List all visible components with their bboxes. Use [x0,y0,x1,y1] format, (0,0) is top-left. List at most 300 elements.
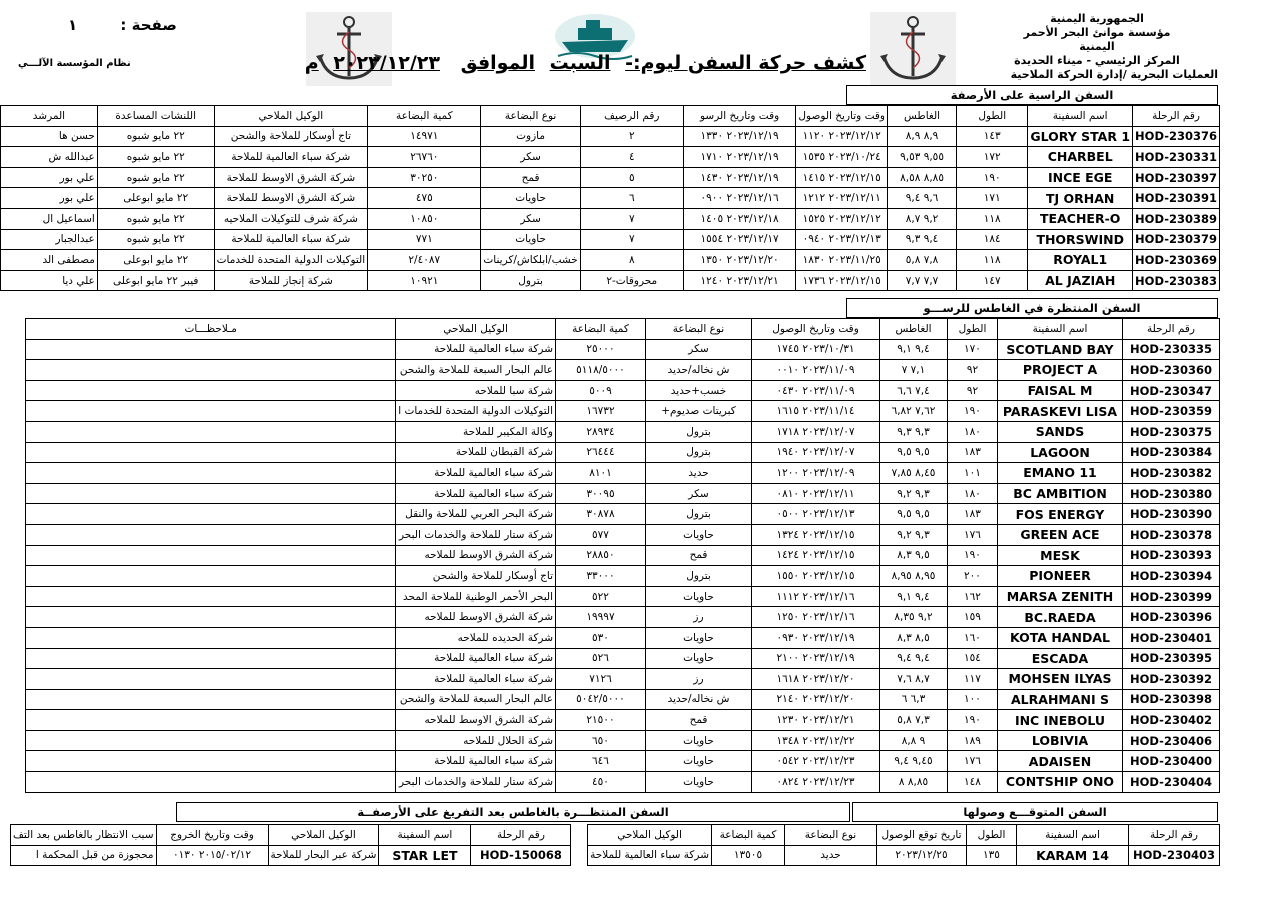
cell-length: ١٤٣ [957,126,1028,147]
cell-berthing: ٢٠٢٣/١٢/١٨ ١٤٠٥ [683,208,796,229]
cell-length: ١٦٠ [948,627,998,648]
col-header: مـلاحظـــات [26,319,396,340]
cell-agent: شركة سباء العالمية للملاحة [396,483,556,504]
col-header: نوع البضاعة [481,106,580,127]
cell-draft: ٩,٤ ٩,٣ [887,229,956,250]
page-label: صفحة : [120,16,177,34]
cell-arrival: ٢٠٢٣/١١/٠٩ ٠٤٣٠ [752,380,880,401]
cell-arrival: ٢٠٢٣/١٢/٢٣ ٠٨٢٤ [752,772,880,793]
org-line-1: الجمهورية اليمنية [1050,12,1144,25]
cell-cargo: حاويات [646,730,752,751]
cell-trip: HOD-230384 [1123,442,1220,463]
cell-berth: ٧ [580,229,683,250]
cell-notes [26,586,396,607]
cell-qty: ٢٨٨٥٠ [556,545,646,566]
cell-agent: شركة القبطان للملاحة [396,442,556,463]
col-header: رقم الرحلة [1123,319,1220,340]
table-row [26,545,1220,566]
cell-tugs: ٢٢ مايو شبوه [97,167,214,188]
cell-length: ١٤٨ [948,772,998,793]
cell-arrival: ٢٠٢٣/١٢/١٥ ١٤١٥ [796,167,888,188]
cell-trip: HOD-230376 [1133,126,1220,147]
cell-length: ١١٨ [957,250,1028,271]
table-row [26,442,1220,463]
cell-berth: ٨ [580,250,683,271]
cell-trip: HOD-230399 [1123,586,1220,607]
cell-ship: GLORY STAR 1 [1028,126,1133,147]
table-row [1,270,1220,291]
cell-ship: TEACHER-O [1028,208,1133,229]
cell-length: ١٨٩ [948,730,998,751]
cell-ship: MARSA ZENITH [998,586,1123,607]
cell-arrival: ٢٠٢٣/١٢/٢٣ ٠٥٤٢ [752,751,880,772]
cell-qty: ٦٤٦ [556,751,646,772]
cell-ship: INCE EGE [1028,167,1133,188]
cell-agent: شركة سباء العالمية للملاحة [214,229,368,250]
col-header: نوع البضاعة [646,319,752,340]
expected-header-row [588,825,1220,846]
cell-trip: HOD-230401 [1123,627,1220,648]
cell-arrival: ٢٠٢٣/١٢/٠٩ ١٢٠٠ [752,463,880,484]
cell-length: ١٨٠ [948,483,998,504]
cell-ship: TJ ORHAN [1028,188,1133,209]
col-header: وقت وتاريخ الوصول [752,319,880,340]
cell-agent: شركة شرف للتوكيلات الملاحيه [214,208,368,229]
unloading-table [10,824,571,866]
cell-pilot: علي بور [1,167,98,188]
page-indicator [68,16,177,34]
berthed-section-title: السفن الراسية على الأرصفة [846,85,1218,105]
cell-berth: ٢ [580,126,683,147]
cell-trip: HOD-230375 [1123,421,1220,442]
cell-notes [26,607,396,628]
cell-pilot: عبدالله ش [1,147,98,168]
cell-agent: عالم البحار السبعة للملاحة والشحن [396,360,556,381]
cell-reason: محجوزة من قبل المحكمة ا [11,845,157,866]
cell-trip: HOD-230392 [1123,669,1220,690]
cell-trip: HOD-230400 [1123,751,1220,772]
cell-cargo: بترول [646,566,752,587]
cell-notes [26,751,396,772]
title-prefix: كشف حركة السفن ليوم:- [625,52,866,74]
cell-agent: عالم البحار السبعة للملاحة والشحن [396,689,556,710]
cell-cargo: حاويات [646,751,752,772]
cell-berthing: ٢٠٢٣/١٢/١٩ ١٧١٠ [683,147,796,168]
cell-qty: ٧٧١ [368,229,481,250]
cell-tugs: ٢٢ مايو شبوه [97,147,214,168]
cell-qty: ٨١٠١ [556,463,646,484]
cell-agent: تاج أوسكار للملاحة والشحن [214,126,368,147]
table-row [1,229,1220,250]
cell-arrival: ٢٠٢٣/١٢/٢٢ ١٣٤٨ [752,730,880,751]
cell-berth: ٥ [580,167,683,188]
title-equiv: الموافق [460,52,535,74]
cell-length: ١٨٣ [948,504,998,525]
cell-notes [26,648,396,669]
cell-draft: ٨,٨٥ ٨ [880,772,948,793]
table-row [26,710,1220,731]
report-title [304,52,866,74]
cell-agent: شركة الشرق الاوسط للملاحه [396,545,556,566]
cell-draft: ٩,٤٥ ٩,٤ [880,751,948,772]
cell-length: ١٠١ [948,463,998,484]
cell-qty: ٢٦٤٤٤ [556,442,646,463]
cell-draft: ٩,٦ ٩,٤ [887,188,956,209]
cell-arrival: ٢٠٢٣/١٢/٠٧ ١٩٤٠ [752,442,880,463]
cell-trip: HOD-230398 [1123,689,1220,710]
cell-qty: ٣٠٢٥٠ [368,167,481,188]
system-label: نظام المؤسسة الآلـــي [18,58,131,69]
cell-qty: ٢٦٧٦٠ [368,147,481,168]
table-row [26,751,1220,772]
col-header: الطول [957,106,1028,127]
cell-length: ١٨٠ [948,421,998,442]
cell-cargo: حاويات [481,229,580,250]
cell-length: ١٧٦ [948,524,998,545]
col-header: اللنشات المساعدة [97,106,214,127]
cell-notes [26,710,396,731]
cell-agent: شركة الشرق الاوسط للملاحه [396,607,556,628]
cell-draft: ٧,٣ ٥,٨ [880,710,948,731]
table-row [26,360,1220,381]
cell-berth: ٦ [580,188,683,209]
col-header: الطول [948,319,998,340]
cell-cargo: حاويات [646,586,752,607]
title-suffix: م [304,52,319,74]
col-header: كمية البضاعة [556,319,646,340]
title-date: ٢٠٢٣/١٢/٢٣ [333,52,440,74]
col-header: كمية البضاعة [712,825,785,846]
cell-ship: ALRAHMANI S [998,689,1123,710]
cell-qty: ١٣٥٠٥ [712,845,785,866]
cell-draft: ٩,٣ ٩,٣ [880,421,948,442]
cell-trip: HOD-230394 [1123,566,1220,587]
cell-trip: HOD-230404 [1123,772,1220,793]
cell-tugs: ٢٢ مايو شبوه [97,126,214,147]
cell-berthing: ٢٠٢٣/١٢/٢٠ ١٣٥٠ [683,250,796,271]
table-row [26,730,1220,751]
cell-arrival: ٢٠٢٣/١٢/١٥ ١٣٢٤ [752,524,880,545]
cell-arrival: ٢٠٢٣/١٢/١٢ ١١٢٠ [796,126,888,147]
cell-notes [26,545,396,566]
cell-length: ٩٢ [948,360,998,381]
cell-ship: PARASKEVI LISA [998,401,1123,422]
cell-cargo: حاويات [481,188,580,209]
cell-qty: ٥٣٠ [556,627,646,648]
expected-table [587,824,1220,866]
cell-length: ١٩٠ [948,401,998,422]
cell-notes [26,442,396,463]
cell-agent: شركة الحديده للملاحه [396,627,556,648]
cell-cargo: حاويات [646,648,752,669]
col-header: الغاطس [880,319,948,340]
cell-agent: شركة سباء العالمية للملاحة [396,751,556,772]
cell-trip: HOD-230397 [1133,167,1220,188]
cell-draft: ٩,٤ ٩,١ [880,339,948,360]
col-header: الوكيل الملاحي [268,825,379,846]
cell-agent: شركة ستار للملاحة والخدمات البحر [396,772,556,793]
cell-draft: ٨,٧ ٧,٦ [880,669,948,690]
cell-ship: PIONEER [998,566,1123,587]
table-row [26,689,1220,710]
table-row [26,483,1220,504]
cell-arrival: ٢٠٢٣/١٢/١٥ ١٥٥٠ [752,566,880,587]
cell-berth: ٤ [580,147,683,168]
cell-arrival: ٢٠٢٣/١٢/١٩ ٠٩٣٠ [752,627,880,648]
cell-draft: ٨,٩٥ ٨,٩٥ [880,566,948,587]
cell-qty: ٣٠٠٩٥ [556,483,646,504]
cell-agent: شركة الشرق الاوسط للملاحه [396,710,556,731]
col-header: سبب الانتظار بالغاطس بعد التف [11,825,157,846]
cell-ship: INC INEBOLU [998,710,1123,731]
col-header: اسم السفينة [998,319,1123,340]
cell-arrival: ٢٠٢٣/١١/١٤ ١٦١٥ [752,401,880,422]
cell-trip: HOD-230391 [1133,188,1220,209]
cell-arrival: ٢٠٢٣/١٢/١٦ ١١١٢ [752,586,880,607]
page-number: ١ [68,16,78,34]
cell-length: ١٠٠ [948,689,998,710]
title-day: السبت [549,52,611,74]
cell-length: ١٦٢ [948,586,998,607]
col-header: الوكيل الملاحي [214,106,368,127]
cell-arrival: ٢٠٢٣/١١/٠٩ ٠٠١٠ [752,360,880,381]
cell-arrival: ٢٠٢٣/١٢/١٣ ٠٥٠٠ [752,504,880,525]
cell-trip: HOD-230403 [1129,845,1220,866]
cell-qty: ٥٧٧ [556,524,646,545]
cell-qty: ٢٥٠٠٠ [556,339,646,360]
unloading-header-row [11,825,571,846]
cell-agent: تاج أوسكار للملاحة والشحن [396,566,556,587]
cell-trip: HOD-230359 [1123,401,1220,422]
cell-agent: شركة الشرق الاوسط للملاحة [214,167,368,188]
cell-length: ١٧١ [957,188,1028,209]
cell-ship: MESK [998,545,1123,566]
cell-arrival: ٢٠٢٣/١٢/١٥ ١٤٢٤ [752,545,880,566]
cell-agent: التوكيلات الدولية المتحدة للخدمات ا [396,401,556,422]
cell-pilot: عبدالجبار [1,229,98,250]
anchor-logo-left [306,12,392,86]
cell-arrival: ٢٠٢٣/١٢/٢١ ١٢٣٠ [752,710,880,731]
cell-pilot: علي بور [1,188,98,209]
cell-trip: HOD-230396 [1123,607,1220,628]
cell-agent: شركة البحر العربي للملاحة والنقل [396,504,556,525]
cell-agent: شركة إنجاز للملاحة [214,270,368,291]
cell-draft: ٨,٨٥ ٨,٥٨ [887,167,956,188]
table-row [26,566,1220,587]
cell-arrival: ٢٠٢٣/١٢/٢٠ ١٦١٨ [752,669,880,690]
cell-length: ١٧٢ [957,147,1028,168]
cell-qty: ٥٠٠٩ [556,380,646,401]
org-line-2: مؤسسة موانئ البحر الأحمر اليمنية [1023,26,1171,53]
cell-qty: ١٩٩٩٧ [556,607,646,628]
cell-qty: ٢/٤٠٨٧ [368,250,481,271]
cell-cargo: خسب+حديد [646,380,752,401]
cell-draft: ٧,١ ٧ [880,360,948,381]
cell-notes [26,566,396,587]
cell-cargo: خشب/ابلكاش/كرينات [481,250,580,271]
cell-cargo: حاويات [646,772,752,793]
waiting-table [25,318,1220,793]
cell-cargo: حاويات [646,524,752,545]
col-header: رقم الرحلة [471,825,571,846]
cell-trip: HOD-230380 [1123,483,1220,504]
col-header: الغاطس [887,106,956,127]
cell-draft: ٩,٥ ٨,٣ [880,545,948,566]
cell-draft: ٦,٣ ٦ [880,689,948,710]
cell-ship: ESCADA [998,648,1123,669]
cell-berthing: ٢٠٢٣/١٢/٢١ ١٢٤٠ [683,270,796,291]
cell-trip: HOD-230379 [1133,229,1220,250]
cell-cargo: سكر [481,208,580,229]
cell-length: ١٩٠ [957,167,1028,188]
cell-ship: FAISAL M [998,380,1123,401]
cell-length: ١٩٠ [948,545,998,566]
cell-notes [26,627,396,648]
cell-arrival: ٢٠٢٣/١٢/١٣ ٠٩٤٠ [796,229,888,250]
col-header: وقت وتاريخ الوصول [796,106,888,127]
cell-length: ١٥٩ [948,607,998,628]
cell-draft: ٨,٤٥ ٧,٨٥ [880,463,948,484]
cell-agent: شركة سباء العالمية للملاحة [588,845,712,866]
cell-ship: ADAISEN [998,751,1123,772]
berthed-table [0,105,1220,291]
org-line-4: العمليات البحرية /إدارة الحركة الملاحية [1010,68,1218,81]
cell-length: ١٨٣ [948,442,998,463]
cell-cargo: بترول [646,421,752,442]
cell-trip: HOD-150068 [471,845,571,866]
cell-agent: شركة سباء العالمية للملاحة [396,463,556,484]
cell-trip: HOD-230390 [1123,504,1220,525]
cell-ship: BC.RAEDA [998,607,1123,628]
table-row [26,504,1220,525]
anchor-logo-right [870,12,956,86]
cell-ship: THORSWIND [1028,229,1133,250]
cell-cargo: بترول [481,270,580,291]
table-row [26,627,1220,648]
cell-ship: CONTSHIP ONO [998,772,1123,793]
cell-agent: وكالة المكيبر للملاحة [396,421,556,442]
cell-draft: ٩,٣ ٩,٢ [880,524,948,545]
cell-draft: ٩,٤ ٩,١ [880,586,948,607]
cell-ship: MOHSEN ILYAS [998,669,1123,690]
cell-agent: البحر الأحمر الوطنية للملاحة المحد [396,586,556,607]
cell-agent: شركة سباء العالمية للملاحة [396,339,556,360]
cell-cargo: قمح [646,545,752,566]
cell-ship: FOS ENERGY [998,504,1123,525]
cell-ship: KARAM 14 [1017,845,1129,866]
cell-arrival: ٢٠٢٣/١٢/١٥ ١٧٣٦ [796,270,888,291]
cell-cargo: قمح [481,167,580,188]
table-row [26,772,1220,793]
cell-pilot: علي ديا [1,270,98,291]
cell-qty: ٣٠٨٧٨ [556,504,646,525]
org-header [1010,12,1218,81]
table-row [1,250,1220,271]
cell-notes [26,339,396,360]
cell-agent: شركة الحلال للملاحه [396,730,556,751]
cell-agent: شركة سباء العالمية للملاحة [396,669,556,690]
table-row [1,126,1220,147]
table-row [26,401,1220,422]
cell-trip: HOD-230369 [1133,250,1220,271]
col-header: الطول [967,825,1017,846]
table-row [1,147,1220,168]
cell-qty: ٢٨٩٣٤ [556,421,646,442]
table-row [26,524,1220,545]
col-header: رقم الرحلة [1129,825,1220,846]
cell-draft: ٩,٣ ٩,٢ [880,483,948,504]
table-row [1,208,1220,229]
cell-berthing: ٢٠٢٣/١٢/١٩ ١٣٣٠ [683,126,796,147]
cell-trip: HOD-230389 [1133,208,1220,229]
cell-length: ١١٨ [957,208,1028,229]
waiting-header-row [26,319,1220,340]
cell-berthing: ٢٠٢٣/١٢/١٦ ٠٩٠٠ [683,188,796,209]
cell-trip: HOD-230378 [1123,524,1220,545]
cell-cargo: سكر [646,339,752,360]
cell-arrival: ٢٠٢٣/١١/٢٥ ١٨٣٠ [796,250,888,271]
table-row [26,586,1220,607]
cell-pilot: مصطفى الد [1,250,98,271]
cell-pilot: حسن ها [1,126,98,147]
cell-draft: ٩,٢ ٨,٧ [887,208,956,229]
cell-trip: HOD-230335 [1123,339,1220,360]
col-header: نوع البضاعة [785,825,877,846]
cell-qty: ٥٢٦ [556,648,646,669]
cell-pilot: اسماعيل ال [1,208,98,229]
col-header: وقت وتاريخ الرسو [683,106,796,127]
col-header: رقم الرصيف [580,106,683,127]
cell-cargo: ش نخاله/حديد [646,689,752,710]
cell-qty: ١٦٧٣٢ [556,401,646,422]
col-header: وقت وتاريخ الخروج [156,825,268,846]
cell-draft: ٧,٤ ٦,٦ [880,380,948,401]
cell-cargo: رز [646,669,752,690]
cell-notes [26,772,396,793]
cell-cargo: سكر [646,483,752,504]
cell-berthing: ٢٠٢٣/١٢/١٧ ١٥٥٤ [683,229,796,250]
cell-cargo: حاويات [646,627,752,648]
cell-draft: ٩,٤ ٩,٤ [880,648,948,669]
cell-notes [26,730,396,751]
cell-length: ١٤٧ [957,270,1028,291]
cell-qty: ١٤٩٧١ [368,126,481,147]
berthed-header-row [1,106,1220,127]
cell-notes [26,669,396,690]
cell-ship: CHARBEL [1028,147,1133,168]
cell-arrival: ٢٠٢٣/١٢/٠٧ ١٧١٨ [752,421,880,442]
table-row [1,188,1220,209]
cell-exit: ٢٠١٥/٠٢/١٢ ٠١٣٠ [156,845,268,866]
cell-agent: شركة الشرق الاوسط للملاحة [214,188,368,209]
cell-arrival: ٢٠٢٣/١٠/٣١ ١٧٤٥ [752,339,880,360]
table-row [588,845,1220,866]
cell-arrival: ٢٠٢٣/١٢/١١ ١٢١٢ [796,188,888,209]
cell-length: ١١٧ [948,669,998,690]
cell-agent: التوكيلات الدولية المتحدة للخدمات [214,250,368,271]
cell-cargo: ش نخاله/حديد [646,360,752,381]
anchor-icon [306,12,392,86]
cell-length: ٢٠٠ [948,566,998,587]
cell-cargo: بترول [646,442,752,463]
col-header: رقم الرحلة [1133,106,1220,127]
cell-ship: AL JAZIAH [1028,270,1133,291]
cell-arrival: ٢٠٢٣/١٢/١٢ ١٥٢٥ [796,208,888,229]
cell-agent: شركة عبر البحار للملاحة [268,845,379,866]
cell-qty: ٥٢٢ [556,586,646,607]
col-header: اسم السفينة [1017,825,1129,846]
cell-ship: PROJECT A [998,360,1123,381]
